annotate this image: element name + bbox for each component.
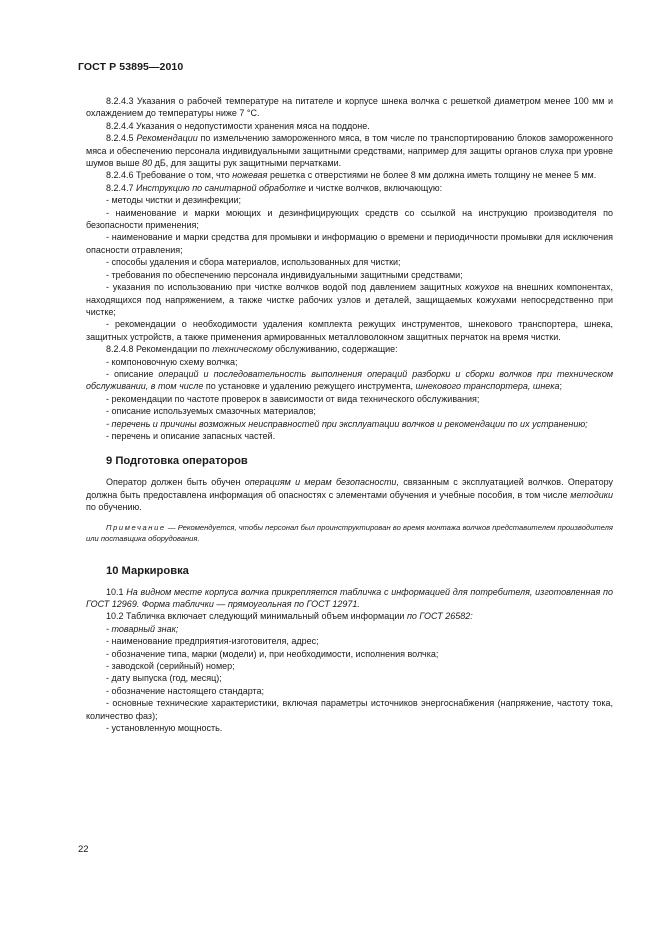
section-9-note: Примечание — Рекомендуется, чтобы персонал был проинструктирован во время монтажа волчков представителем производителя или поставщика оборудования. [86, 522, 613, 543]
list-item: - перечень и причины возможных неисправностей при эксплуатации волчков и рекомендации по их устранению; [106, 418, 588, 429]
section-10-heading: 10 Маркировка [106, 564, 189, 577]
clause-8-2-4-4: 8.2.4.4 Указания о недопустимости хранения мяса на поддоне. [106, 120, 370, 131]
clause-10-2: 10.2 Табличка включает следующий минимальный объем информации по ГОСТ 26582: [106, 611, 473, 622]
list-item: - обозначение типа, марки (модели) и, при необходимости, исполнения волчка; [106, 648, 439, 659]
list-item: - требования по обеспечению персонала индивидуальными защитными средствами; [106, 269, 463, 280]
document-body [86, 95, 613, 734]
note-label: Примечание [106, 522, 166, 532]
page-number: 22 [78, 844, 89, 855]
list-item: - перечень и описание запасных частей. [106, 430, 276, 441]
list-item: - описание используемых смазочных материалов; [106, 406, 316, 417]
list-item: - описание операций и последовательность выполнения операций разборки и сборки волчков при техническом обслуживании, в том числе по установке и удалению режущего инструмента, шнекового транспортера, шнека; [86, 368, 613, 392]
clause-8-2-4-5: 8.2.4.5 Рекомендации по измельчению замороженного мяса, в том числе по транспортированию блоков замороженного мяса и обеспечению персонала индивидуальными защитными средствами, например для защиты органов слуха при уровне шумов выше 80 дБ, для защиты рук защитными перчатками. [86, 133, 613, 169]
list-item: - компоновочную схему волчка; [106, 356, 238, 367]
list-item: - дату выпуска (год, месяц); [106, 673, 222, 684]
list-item: - товарный знак; [106, 623, 179, 634]
clause-8-2-4-3: 8.2.4.3 Указания о рабочей температуре на питателе и корпусе шнека волчка с решеткой диаметром менее 100 мм и охлаждением до температуры ниже 7 °С. [86, 96, 613, 119]
clause-8-2-4-7: 8.2.4.7 Инструкцию по санитарной обработке и чистке волчков, включающую: [106, 182, 443, 193]
clause-8-2-4-8: 8.2.4.8 Рекомендации по техническому обслуживанию, содержащие: [106, 344, 398, 355]
clause-8-2-4-6: 8.2.4.6 Требование о том, что ножевая решетка с отверстиями не более 8 мм должна иметь толщину не менее 5 мм. [106, 170, 597, 181]
list-item: - указания по использованию при чистке волчков водой под давлением защитных кожухов на внешних компонентах, находящихся под напряжением, а также чистке рабочих узлов и деталей, защищаемых кожухами непосредственно при чистке; [86, 282, 613, 317]
list-item: - наименование и марки средства для промывки и информацию о времени и периодичности промывки для исключения опасности отравления; [86, 232, 613, 255]
list-item: - основные технические характеристики, включая параметры источников энергоснабжения (напряжение, частоту тока, количество фаз); [86, 698, 613, 721]
section-9-heading: 9 Подготовка операторов [106, 455, 248, 468]
list-item: - рекомендации по частоте проверок в зависимости от вида технического обслуживания; [106, 393, 480, 404]
list-item: - наименование предприятия-изготовителя, адрес; [106, 636, 319, 647]
list-item: - способы удаления и сбора материалов, использованных для чистки; [106, 257, 401, 268]
clause-10-1: 10.1 На видном месте корпуса волчка прикрепляется табличка с информацией для потребителя, изготовленная по ГОСТ 12969. Форма таблички — прямоугольная по ГОСТ 12971. [86, 586, 613, 609]
list-item: - наименование и марки моющих и дезинфицирующих средств со ссылкой на инструкцию производителя по безопасности применения; [86, 207, 613, 231]
list-item: - обозначение настоящего стандарта; [106, 685, 265, 696]
document-code-header: ГОСТ Р 53895—2010 [78, 61, 184, 73]
list-item: - заводской (серийный) номер; [106, 661, 235, 672]
list-item: - установленную мощность. [106, 723, 223, 734]
list-item: - методы чистки и дезинфекции; [106, 195, 242, 206]
list-item: - рекомендации о необходимости удаления комплекта режущих инструментов, шнекового транспортера, шнека, защитных устройств, а также применения армированных металловолокном защитных перчаток на время чистки. [86, 319, 613, 342]
section-9-paragraph: Оператор должен быть обучен операциям и мерам безопасности, связанным с эксплуатацией волчков. Оператору должна быть предоставлена информация об опасностях с элементами обучения и учебные пособия, в том числе методики по обучению. [86, 477, 613, 513]
